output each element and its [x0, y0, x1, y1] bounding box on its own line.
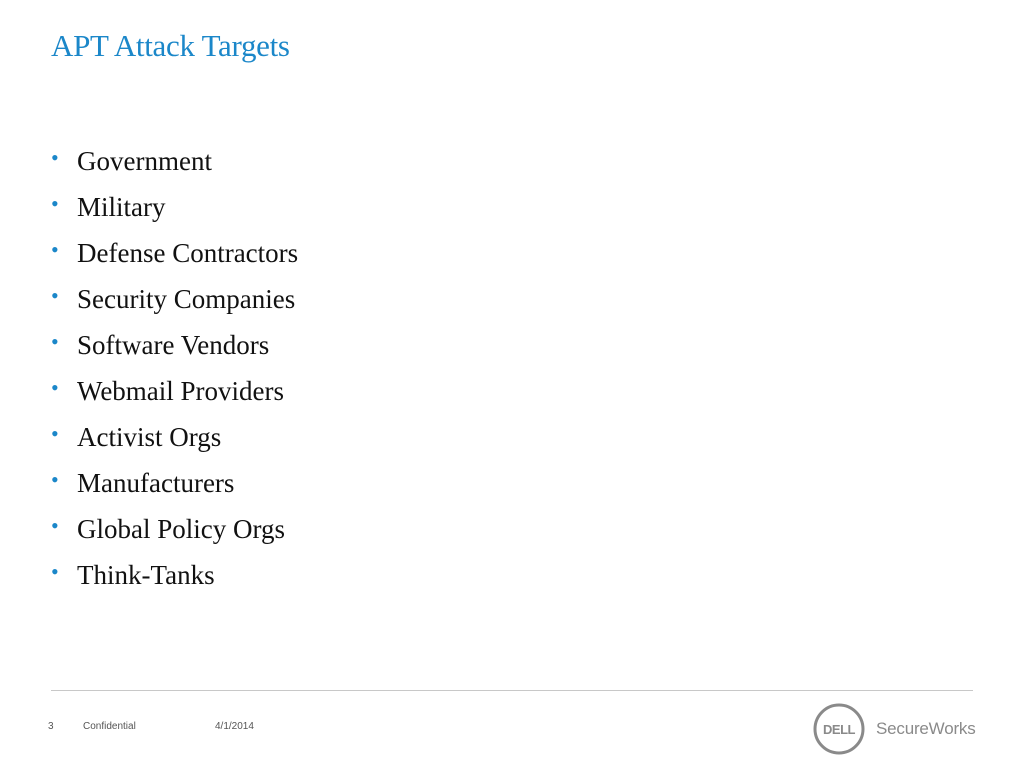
list-item [51, 189, 298, 235]
logo-product-name: SecureWorks [876, 719, 976, 738]
list-item-label: Webmail Providers [77, 376, 285, 406]
bullet-dot-icon: • [51, 559, 59, 584]
bullet-dot-icon: • [51, 421, 59, 446]
bullet-dot-icon: • [51, 283, 59, 308]
list-item [51, 557, 298, 603]
bullet-dot-icon: • [51, 513, 59, 538]
list-item-label: Activist Orgs [77, 422, 222, 452]
confidential-label: Confidential [83, 721, 136, 732]
list-item [51, 235, 298, 281]
list-item-label: Global Policy Orgs [77, 514, 285, 544]
slide-title: APT Attack Targets [51, 28, 290, 63]
bullet-dot-icon: • [51, 375, 59, 400]
dell-logo-icon [813, 703, 865, 755]
list-item [51, 419, 298, 465]
list-item [51, 511, 298, 557]
bullet-list [51, 143, 298, 603]
list-item [51, 327, 298, 373]
list-item [51, 143, 298, 189]
list-item [51, 373, 298, 419]
list-item-label: Security Companies [77, 284, 296, 314]
bullet-dot-icon: • [51, 329, 59, 354]
list-item-label: Defense Contractors [77, 238, 299, 268]
footer-divider [51, 690, 973, 691]
footer-date: 4/1/2014 [215, 721, 254, 732]
list-item-label: Military [77, 192, 166, 222]
bullet-dot-icon: • [51, 237, 59, 262]
dell-logo-wordmark: DELL [823, 722, 855, 737]
list-item [51, 465, 298, 511]
bullet-dot-icon: • [51, 467, 59, 492]
list-item-label: Think-Tanks [77, 560, 215, 590]
bullet-dot-icon: • [51, 145, 59, 170]
bullet-dot-icon: • [51, 191, 59, 216]
list-item-label: Government [77, 146, 212, 176]
page-number: 3 [48, 721, 54, 732]
dell-secureworks-logo [813, 703, 983, 759]
list-item-label: Software Vendors [77, 330, 270, 360]
list-item-label: Manufacturers [77, 468, 235, 498]
list-item [51, 281, 298, 327]
